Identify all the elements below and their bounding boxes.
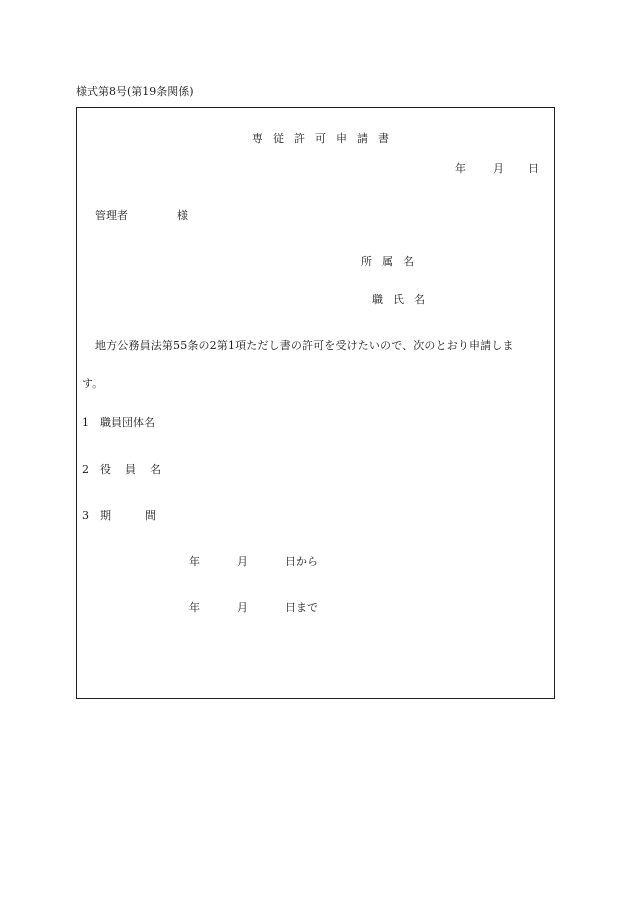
item-number-3: 3	[82, 509, 89, 522]
date-year-label: 年	[455, 162, 466, 175]
position-name-label: 職氏名	[372, 293, 435, 306]
item-number-2: 2	[82, 463, 89, 476]
item-number-1: 1	[82, 416, 89, 429]
period-to-month: 月	[237, 601, 248, 614]
period-from-day: 日から	[285, 555, 318, 568]
period-from-year: 年	[189, 555, 200, 568]
affiliation-label: 所属名	[361, 255, 424, 268]
form-number: 様式第8号(第19条関係)	[76, 85, 194, 98]
item-label-officer-name: 役員名	[100, 463, 175, 476]
period-to-day: 日まで	[285, 601, 318, 614]
statement-line-2: す。	[82, 377, 104, 390]
period-from-month: 月	[237, 555, 248, 568]
addressee-honorific: 様	[177, 209, 188, 222]
form-title: 専従許可申請書	[252, 132, 399, 145]
date-day-label: 日	[528, 162, 539, 175]
item-label-organization-name: 職員団体名	[100, 416, 155, 429]
date-month-label: 月	[493, 162, 504, 175]
item-label-period: 期間	[100, 509, 190, 522]
addressee-label: 管理者	[95, 209, 128, 222]
period-to-year: 年	[189, 601, 200, 614]
statement-line-1: 地方公務員法第55条の2第1項ただし書の許可を受けたいので、次のとおり申請しま	[95, 339, 514, 352]
